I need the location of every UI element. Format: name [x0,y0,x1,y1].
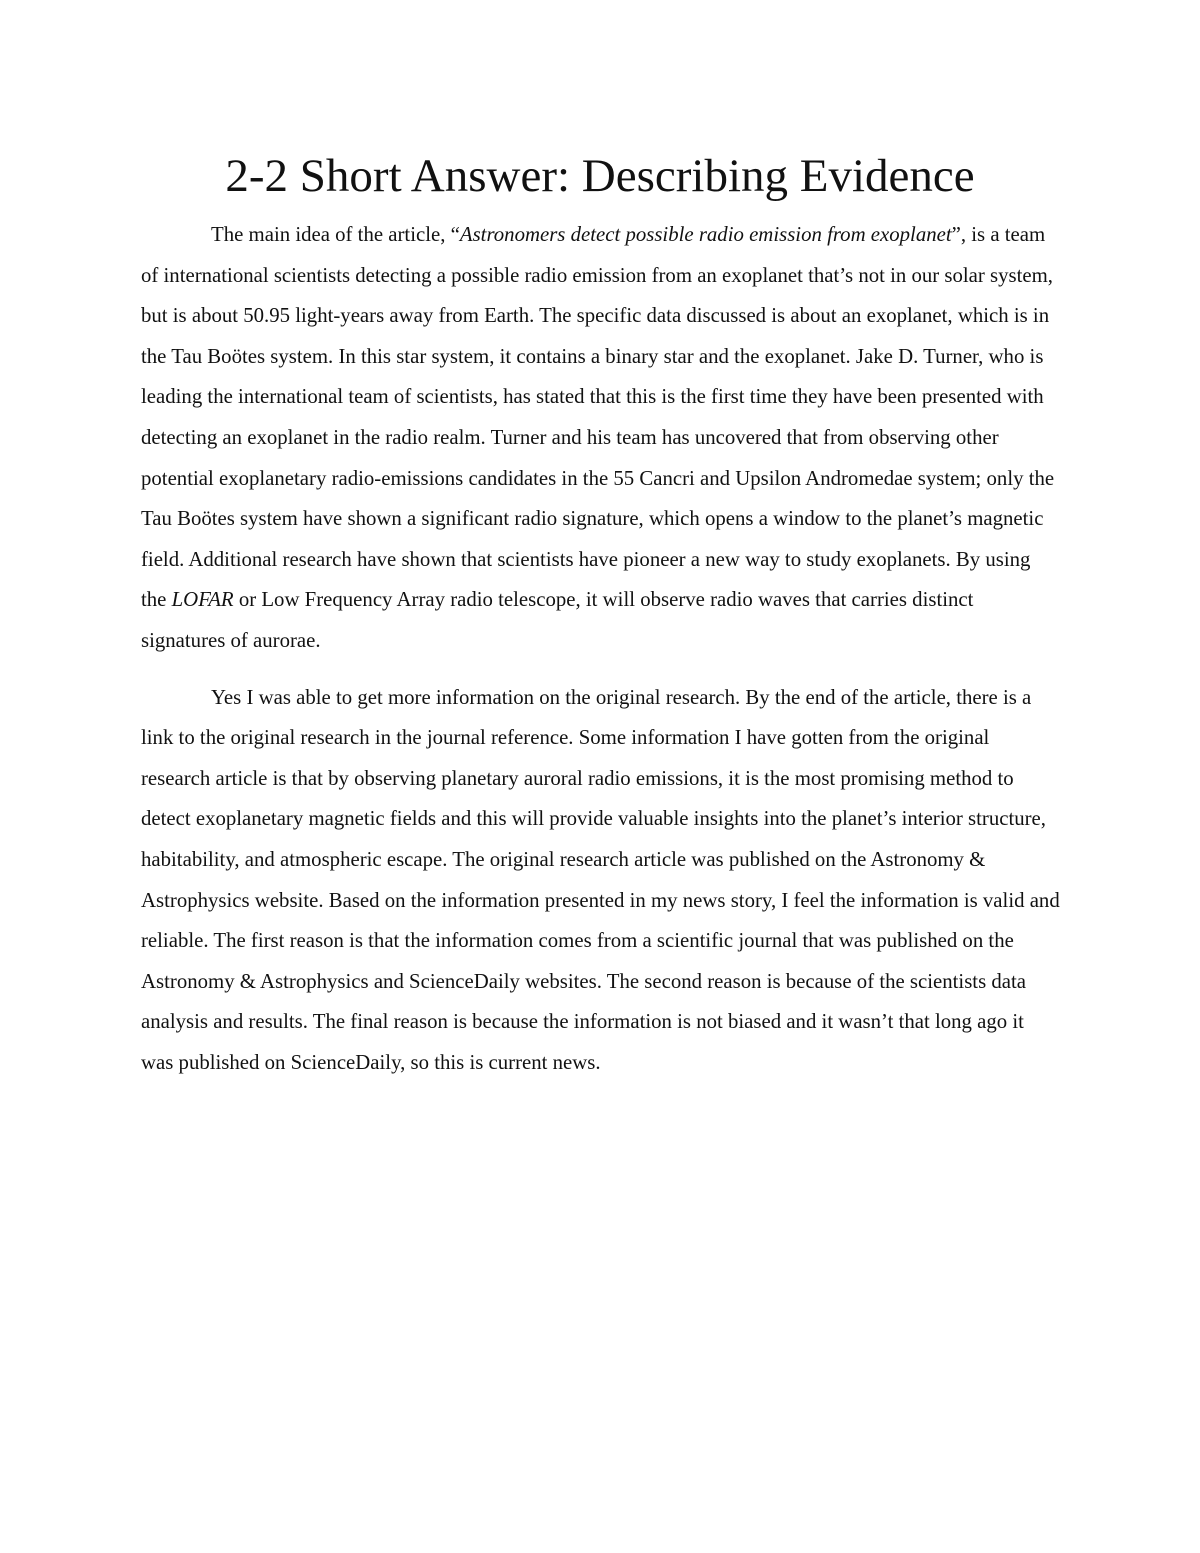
paragraph-main-idea [141,215,1061,662]
document-title: 2-2 Short Answer: Describing Evidence [225,150,975,202]
paragraph-original-research: Yes I was able to get more information on the original research. By the end of the article, there is a link to the original research in the journal reference. Some information I have gotten from the original research article is that by observing planetary auroral radio emissions, it is the most promising method to detect exoplanetary magnetic fields and this will provide valuable insights into the planet’s interior structure, habitability, and atmospheric escape. The original research article was published on the Astronomy & Astrophysics website. Based on the information presented in my news story, I feel the information is valid and reliable. The first reason is that the information comes from a scientific journal that was published on the Astronomy & Astrophysics and ScienceDaily websites. The second reason is because of the scientists data analysis and results. The final reason is because the information is not biased and it wasn’t that long ago it was published on ScienceDaily, so this is current news. [141,685,1060,1074]
lofar-term: LOFAR [171,588,234,612]
paragraph1-text-a: The main idea of the article, “ [211,223,460,246]
paragraph1-text-c: or Low Frequency Array radio telescope, it will observe radio waves that carries distinct signatures of aurorae. [141,588,974,652]
article-title: Astronomers detect possible radio emission from exoplanet [459,223,952,246]
paragraph1-text-b: ”, is a team of international scientists detecting a possible radio emission from an exoplanet that’s not in our solar system, but is about 50.95 light-years away from Earth. The specific data discussed is about an exoplanet, which is in the Tau Boötes system. In this star system, it contains a binary star and the exoplanet. Jake D. Turner, who is leading the international team of scientists, has stated that this is the first time they have been presented with detecting an exoplanet in the radio realm. Turner and his team has uncovered that from observing other potential exoplanetary radio-emissions candidates in the 55 Cancri and Upsilon Andromedae system; only the Tau Boötes system have shown a significant radio signature, which opens a window to the planet’s magnetic field. Additional research have shown that scientists have pioneer a new way to study exoplanets. By using the [141,223,1055,612]
document-body [141,215,1061,1083]
